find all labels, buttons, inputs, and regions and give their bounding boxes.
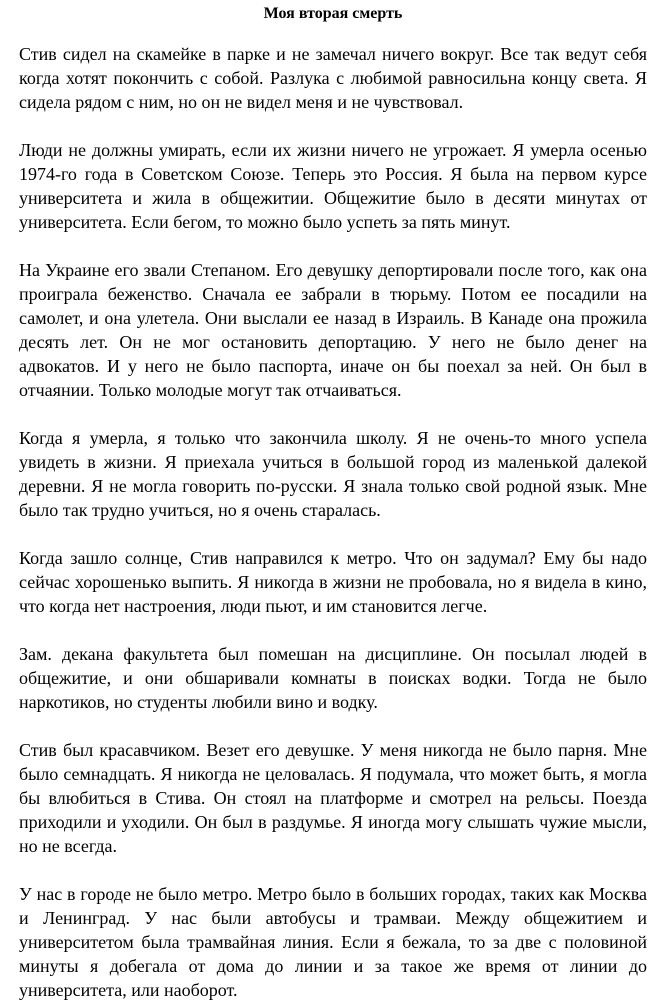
paragraph-7: Стив был красавчиком. Везет его девушке. У меня никогда не было парня. Мне было семнадцать. Я никогда не целовалась. Я подумала, что может быть, я могла бы влюбиться в Стива. Он стоял на платформе и смотрел на рельсы. Поезда приходили и уходили. Он был в раздумье. Я иногда могу слышать чужие мысли, но не всегда. bbox=[19, 740, 647, 856]
paragraph-4: Когда я умерла, я только что закончила школу. Я не очень-то много успела увидеть в жизни. Я приехала учиться в большой город из маленькой далекой деревни. Я не могла говорить по-русски. Я знала только свой родной язык. Мне было так трудно учиться, но я очень старалась. bbox=[19, 428, 647, 520]
paragraph-5: Когда зашло солнце, Стив направился к метро. Что он задумал? Ему бы надо сейчас хорошенько выпить. Я никогда в жизни не пробовала, но я видела в кино, что когда нет настроения, люди пьют, и им становится легче. bbox=[19, 548, 647, 616]
paragraph-3: На Украине его звали Степаном. Его девушку депортировали после того, как она проиграла беженство. Сначала ее забрали в тюрьму. Потом ее посадили на самолет, и она улетела. Они выслали ее назад в Израиль. В Канаде она прожила десять лет. Он не мог остановить депортацию. У него не было денег на адвокатов. И у него не было паспорта, иначе он бы поехал за ней. Он был в отчаянии. Только молодые могут так отчаиваться. bbox=[19, 260, 647, 400]
document-title: Моя вторая смерть bbox=[263, 5, 403, 22]
paragraph-8: У нас в городе не было метро. Метро было в больших городах, таких как Москва и Ленинград. У нас были автобусы и трамваи. Между общежитием и университетом была трамвайная линия. Если я бежала, то за две с половиной минуты я добегала от дома до линии и за такое же время от линии до университета, или наоборот. bbox=[19, 884, 647, 1000]
paragraph-2: Люди не должны умирать, если их жизни ничего не угрожает. Я умерла осенью 1974-го года в Советском Союзе. Теперь это Россия. Я была на первом курсе университета и жила в общежитии. Общежитие было в десяти минутах от университета. Если бегом, то можно было успеть за пять минут. bbox=[19, 140, 647, 232]
paragraph-6: Зам. декана факультета был помешан на дисциплине. Он посылал людей в общежитие, и они обшаривали комнаты в поисках водки. Тогда не было наркотиков, но студенты любили вино и водку. bbox=[19, 644, 647, 712]
paragraph-1: Стив сидел на скамейке в парке и не замечал ничего вокруг. Все так ведут себя когда хотят покончить с собой. Разлука с любимой равносильна концу света. Я сидела рядом с ним, но он не видел меня и не чувствовал. bbox=[19, 44, 647, 112]
